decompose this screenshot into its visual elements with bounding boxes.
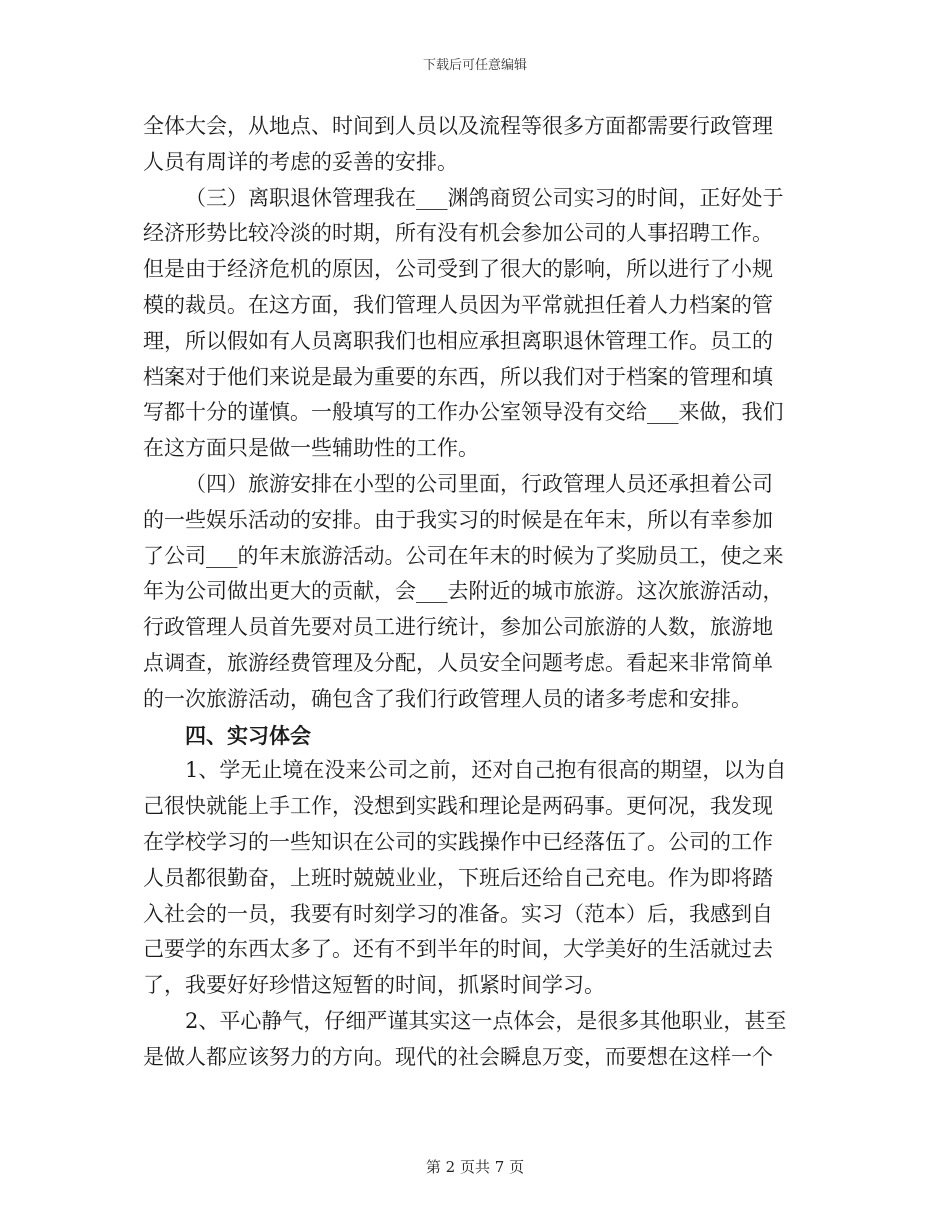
section-paragraph-start: （四）旅游安排在小型的公司里面，行政管理人员还承担着公司 [185, 471, 773, 496]
body-line: 的一些娱乐活动的安排。由于我实习的时候是在年末，所以有幸参加 [143, 507, 773, 532]
page-header-note: 下载后可任意编辑 [422, 58, 527, 73]
body-line: 经济形势比较冷淡的时期，所有没有机会参加公司的人事招聘工作。 [143, 221, 773, 246]
body-line: 点调查，旅游经费管理及分配，人员安全问题考虑。看起来非常简单 [143, 650, 773, 675]
body-line: 了，我要好好珍惜这短暂的时间，抓紧时间学习。 [143, 973, 605, 998]
body-line: 在学校学习的一些知识在公司的实践操作中已经落伍了。公司的工作 [143, 829, 773, 854]
body-line: 写都十分的谨慎。一般填写的工作办公室领导没有交给___来做，我们 [143, 400, 784, 425]
body-line: 了公司___的年末旅游活动。公司在年末的时候为了奖励员工，使之来 [143, 543, 784, 568]
body-line: 人员有周详的考虑的妥善的安排。 [143, 149, 458, 174]
body-line: 人员都很勤奋，上班时兢兢业业，下班后还给自己充电。作为即将踏 [143, 865, 773, 890]
body-line: 己很快就能上手工作，没想到实践和理论是两码事。更何况，我发现 [143, 794, 773, 819]
body-line: 的一次旅游活动，确包含了我们行政管理人员的诸多考虑和安排。 [143, 686, 752, 711]
body-line: 理，所以假如有人员离职我们也相应承担离职退休管理工作。员工的 [143, 328, 773, 353]
body-line: 档案对于他们来说是最为重要的东西，所以我们对于档案的管理和填 [143, 364, 773, 389]
body-line: 在这方面只是做一些辅助性的工作。 [143, 436, 479, 461]
body-line: 年为公司做出更大的贡献，会___去附近的城市旅游。这次旅游活动， [143, 579, 784, 604]
section-paragraph-start: 2、平心静气，仔细严谨其实这一点体会，是很多其他职业，甚至 [185, 1008, 787, 1033]
body-line: 己要学的东西太多了。还有不到半年的时间，大学美好的生活就过去 [143, 937, 773, 962]
section-heading: 四、实习体会 [185, 722, 311, 748]
body-line: 全体大会，从地点、时间到人员以及流程等很多方面都需要行政管理 [143, 114, 773, 138]
page-footer-number: 第 2 页共 7 页 [425, 1158, 525, 1176]
body-line: 行政管理人员首先要对员工进行统计，参加公司旅游的人数，旅游地 [143, 615, 773, 640]
body-line: 是做人都应该努力的方向。现代的社会瞬息万变，而要想在这样一个 [143, 1044, 773, 1069]
body-line: 入社会的一员，我要有时刻学习的准备。实习（范本）后，我感到自 [143, 901, 773, 926]
section-paragraph-start: 1、学无止境在没来公司之前，还对自己抱有很高的期望，以为自 [185, 758, 787, 783]
body-line: 模的裁员。在这方面，我们管理人员因为平常就担任着人力档案的管 [143, 292, 773, 317]
section-paragraph-start: （三）离职退休管理我在___渊鸽商贸公司实习的时间，正好处于 [185, 185, 784, 210]
body-line: 但是由于经济危机的原因，公司受到了很大的影响，所以进行了小规 [143, 257, 773, 282]
document-body [143, 109, 807, 1076]
